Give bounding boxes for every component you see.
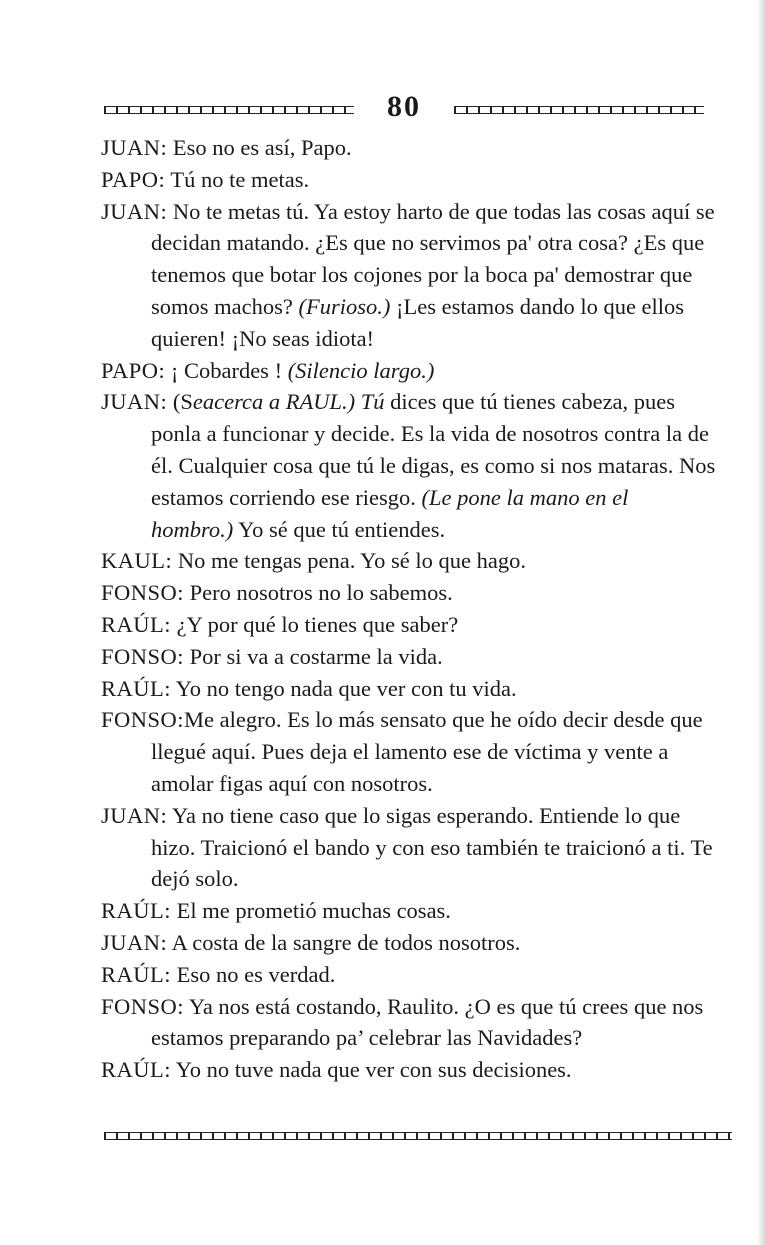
dialogue-line [101, 704, 716, 799]
speaker-name: FONSO: [101, 707, 185, 733]
dialogue-text: Me alegro. Es lo más sensato que he oído decir desde que llegué aquí. Pues deja el lamento ese de víctima y vente a amolar figas aquí con nosotros. [151, 707, 703, 796]
dialogue-line [101, 386, 716, 545]
speaker-name: RAÚL: [101, 898, 171, 924]
speaker-name: KAUL: [101, 548, 173, 574]
dialogue-line [101, 991, 716, 1055]
speaker-name: JUAN: [101, 198, 168, 224]
speaker-name: FONSO: [101, 580, 185, 606]
dialogue-line [101, 800, 716, 895]
speaker-name: RAÚL: [101, 675, 171, 701]
dialogue-text: No te metas tú. Ya estoy harto de que todas las cosas aquí se decidan matando. ¿Es que no servimos pa' otra cosa? ¿Es que tenemos que botar los cojones por la boca pa' demostrar que somos machos? [151, 198, 715, 319]
stage-direction: (Silencio largo.) [287, 357, 435, 383]
dialogue-text: Pero nosotros no lo sabemos. [184, 580, 453, 606]
dialogue-text: ¿Y por qué lo tienes que saber? [171, 611, 459, 637]
page-footer [104, 1132, 732, 1140]
speaker-name: FONSO: [101, 643, 185, 669]
dialogue-text: Ya nos está costando, Raulito. ¿O es que tú crees que nos estamos preparando pa’ celebrar las Navidades? [151, 993, 704, 1051]
dialogue-line [101, 132, 716, 164]
dialogue-line [101, 609, 716, 641]
dialogue-text: Yo sé que tú entiendes. [233, 516, 446, 542]
chain-ornament-right [454, 106, 704, 114]
page-header [104, 92, 704, 126]
dialogue-text: Yo no tengo nada que ver con tu vida. [171, 675, 517, 701]
dialogue-line [101, 196, 716, 355]
dialogue-text: Por si va a costarme la vida. [184, 643, 443, 669]
dialogue-text: Eso no es verdad. [171, 961, 336, 987]
speaker-name: PAPO: [101, 166, 166, 192]
speaker-name: JUAN: [101, 929, 168, 955]
stage-direction: (Le pone la mano en el hombro.) [151, 484, 629, 542]
stage-direction: (Furioso.) [298, 293, 391, 319]
dialogue-text: dices que tú tienes cabeza, pues ponla a funcionar y decide. Es la vida de nosotros contra la de él. Cualquier cosa que tú le digas, es como si nos mataras. Nos estamos corriendo ese riesgo. [151, 389, 716, 510]
script-text [101, 132, 716, 1086]
dialogue-text: (S [167, 389, 193, 415]
dialogue-text: Yo no tuve nada que ver con sus decisiones. [171, 1057, 572, 1083]
dialogue-text: ¡Les estamos dando lo que ellos quieren! ¡No seas idiota! [151, 293, 685, 351]
dialogue-text: ¡ Cobardes ! [165, 357, 288, 383]
dialogue-line [101, 545, 716, 577]
speaker-name: JUAN: [101, 389, 168, 415]
chain-ornament-footer [104, 1132, 732, 1140]
dialogue-line [101, 673, 716, 705]
speaker-name: JUAN: [101, 135, 168, 160]
page-edge-shadow [757, 0, 765, 1245]
speaker-name: JUAN: [101, 802, 168, 828]
dialogue-text: Eso no es así, Papo. [167, 135, 352, 160]
speaker-name: FONSO: [101, 993, 185, 1019]
dialogue-line [101, 959, 716, 991]
speaker-name: PAPO: [101, 357, 166, 383]
stage-direction: eacerca a RAUL.) Tú [192, 389, 385, 415]
dialogue-line [101, 355, 716, 387]
dialogue-line [101, 1054, 716, 1086]
speaker-name: RAÚL: [101, 1057, 171, 1083]
dialogue-line [101, 895, 716, 927]
dialogue-text: A costa de la sangre de todos nosotros. [167, 929, 521, 955]
chain-ornament-left [104, 106, 354, 114]
dialogue-text: Ya no tiene caso que lo sigas esperando. Entiende lo que hizo. Traicionó el bando y con eso también te traicionó a ti. Te dejó solo. [151, 802, 713, 892]
dialogue-line [101, 577, 716, 609]
dialogue-line [101, 927, 716, 959]
dialogue-text: Tú no te metas. [165, 166, 310, 192]
dialogue-text: No me tengas pena. Yo sé lo que hago. [172, 548, 526, 574]
page-number: 80 [387, 90, 421, 123]
dialogue-line [101, 164, 716, 196]
dialogue-line [101, 641, 716, 673]
speaker-name: RAÚL: [101, 611, 171, 637]
dialogue-text: El me prometió muchas cosas. [171, 898, 451, 924]
speaker-name: RAÚL: [101, 961, 171, 987]
